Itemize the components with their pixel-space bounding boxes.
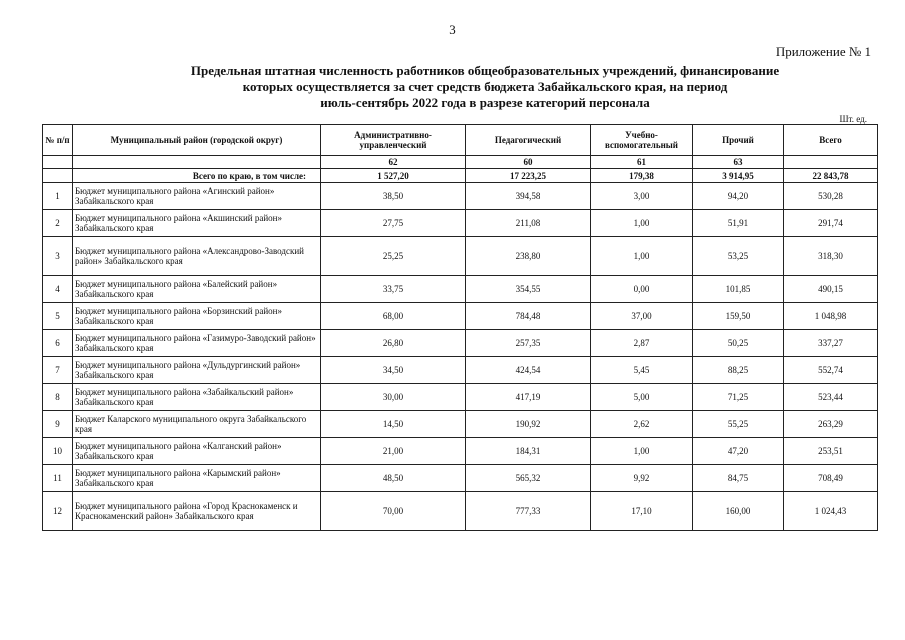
row-admin-value: 26,80 bbox=[321, 330, 466, 357]
row-pedagogical-value: 424,54 bbox=[466, 357, 591, 384]
row-index: 2 bbox=[43, 210, 73, 237]
row-other-value: 94,20 bbox=[693, 183, 784, 210]
header-auxiliary: Учебно-вспомогательный bbox=[591, 125, 693, 156]
row-total-value: 523,44 bbox=[784, 384, 878, 411]
row-pedagogical-value: 257,35 bbox=[466, 330, 591, 357]
row-index: 9 bbox=[43, 411, 73, 438]
header-district: Муниципальный район (городской округ) bbox=[73, 125, 321, 156]
row-other-value: 101,85 bbox=[693, 276, 784, 303]
table-header-row bbox=[43, 125, 878, 156]
table-row bbox=[43, 237, 878, 276]
row-district-name: Бюджет муниципального района «Дульдургинский район» Забайкальского края bbox=[73, 357, 321, 384]
row-auxiliary-value: 2,87 bbox=[591, 330, 693, 357]
row-district-name: Бюджет муниципального района «Агинский район» Забайкальского края bbox=[73, 183, 321, 210]
row-total-value: 253,51 bbox=[784, 438, 878, 465]
row-index: 12 bbox=[43, 492, 73, 531]
row-other-value: 71,25 bbox=[693, 384, 784, 411]
table-row bbox=[43, 438, 878, 465]
row-pedagogical-value: 354,55 bbox=[466, 276, 591, 303]
row-total-value: 263,29 bbox=[784, 411, 878, 438]
row-auxiliary-value: 3,00 bbox=[591, 183, 693, 210]
header-other: Прочий bbox=[693, 125, 784, 156]
row-total-value: 291,74 bbox=[784, 210, 878, 237]
header-index: № п/п bbox=[43, 125, 73, 156]
row-total-value: 337,27 bbox=[784, 330, 878, 357]
table-row bbox=[43, 183, 878, 210]
row-other-value: 51,91 bbox=[693, 210, 784, 237]
row-auxiliary-value: 1,00 bbox=[591, 438, 693, 465]
row-admin-value: 21,00 bbox=[321, 438, 466, 465]
units-label: Шт. ед. bbox=[839, 114, 867, 124]
appendix-label: Приложение № 1 bbox=[775, 44, 871, 59]
code-admin: 62 bbox=[321, 156, 466, 169]
row-district-name: Бюджет муниципального района «Карымский район» Забайкальского края bbox=[73, 465, 321, 492]
header-pedagogical: Педагогический bbox=[466, 125, 591, 156]
row-pedagogical-value: 238,80 bbox=[466, 237, 591, 276]
row-auxiliary-value: 5,45 bbox=[591, 357, 693, 384]
row-index: 7 bbox=[43, 357, 73, 384]
row-auxiliary-value: 1,00 bbox=[591, 210, 693, 237]
total-sum: 22 843,78 bbox=[784, 169, 878, 183]
row-index: 10 bbox=[43, 438, 73, 465]
row-admin-value: 27,75 bbox=[321, 210, 466, 237]
row-district-name: Бюджет муниципального района «Газимуро-Заводский район» Забайкальского края bbox=[73, 330, 321, 357]
category-codes-row bbox=[43, 156, 878, 169]
total-label: Всего по краю, в том числе: bbox=[73, 169, 321, 183]
row-other-value: 47,20 bbox=[693, 438, 784, 465]
row-auxiliary-value: 5,00 bbox=[591, 384, 693, 411]
row-total-value: 318,30 bbox=[784, 237, 878, 276]
total-row bbox=[43, 169, 878, 183]
row-pedagogical-value: 777,33 bbox=[466, 492, 591, 531]
row-district-name: Бюджет Каларского муниципального округа Забайкальского края bbox=[73, 411, 321, 438]
row-admin-value: 68,00 bbox=[321, 303, 466, 330]
table-row bbox=[43, 330, 878, 357]
row-district-name: Бюджет муниципального района «Акшинский район» Забайкальского края bbox=[73, 210, 321, 237]
row-auxiliary-value: 9,92 bbox=[591, 465, 693, 492]
row-admin-value: 30,00 bbox=[321, 384, 466, 411]
row-total-value: 552,74 bbox=[784, 357, 878, 384]
row-other-value: 160,00 bbox=[693, 492, 784, 531]
title-line: Предельная штатная численность работников общеобразовательных учреждений, финансирование bbox=[190, 63, 780, 78]
title-line: июль-сентябрь 2022 года в разрезе категорий персонала bbox=[320, 95, 650, 110]
document-title bbox=[120, 63, 850, 111]
total-admin: 1 527,20 bbox=[321, 169, 466, 183]
row-index: 6 bbox=[43, 330, 73, 357]
row-other-value: 84,75 bbox=[693, 465, 784, 492]
code-cell bbox=[784, 156, 878, 169]
row-admin-value: 70,00 bbox=[321, 492, 466, 531]
row-total-value: 708,49 bbox=[784, 465, 878, 492]
table-row bbox=[43, 465, 878, 492]
title-line: которых осуществляется за счет средств бюджета Забайкальского края, на период bbox=[242, 79, 728, 94]
row-auxiliary-value: 2,62 bbox=[591, 411, 693, 438]
row-auxiliary-value: 17,10 bbox=[591, 492, 693, 531]
row-other-value: 55,25 bbox=[693, 411, 784, 438]
table-row bbox=[43, 384, 878, 411]
row-index: 1 bbox=[43, 183, 73, 210]
total-auxiliary: 179,38 bbox=[591, 169, 693, 183]
row-other-value: 88,25 bbox=[693, 357, 784, 384]
row-pedagogical-value: 394,58 bbox=[466, 183, 591, 210]
row-index: 11 bbox=[43, 465, 73, 492]
row-district-name: Бюджет муниципального района «Калганский район» Забайкальского края bbox=[73, 438, 321, 465]
table-row bbox=[43, 276, 878, 303]
row-total-value: 530,28 bbox=[784, 183, 878, 210]
code-auxiliary: 61 bbox=[591, 156, 693, 169]
row-admin-value: 25,25 bbox=[321, 237, 466, 276]
code-other: 63 bbox=[693, 156, 784, 169]
table-row bbox=[43, 357, 878, 384]
row-district-name: Бюджет муниципального района «Александрово-Заводский район» Забайкальского края bbox=[73, 237, 321, 276]
staffing-table bbox=[42, 124, 878, 531]
code-pedagogical: 60 bbox=[466, 156, 591, 169]
row-admin-value: 34,50 bbox=[321, 357, 466, 384]
row-total-value: 490,15 bbox=[784, 276, 878, 303]
row-admin-value: 48,50 bbox=[321, 465, 466, 492]
row-total-value: 1 024,43 bbox=[784, 492, 878, 531]
row-total-value: 1 048,98 bbox=[784, 303, 878, 330]
row-admin-value: 38,50 bbox=[321, 183, 466, 210]
row-other-value: 50,25 bbox=[693, 330, 784, 357]
row-pedagogical-value: 211,08 bbox=[466, 210, 591, 237]
table-row bbox=[43, 210, 878, 237]
row-district-name: Бюджет муниципального района «Борзинский район» Забайкальского края bbox=[73, 303, 321, 330]
row-other-value: 159,50 bbox=[693, 303, 784, 330]
total-pedagogical: 17 223,25 bbox=[466, 169, 591, 183]
header-admin: Административно-управленческий bbox=[321, 125, 466, 156]
row-district-name: Бюджет муниципального района «Балейский район» Забайкальского края bbox=[73, 276, 321, 303]
table-row bbox=[43, 492, 878, 531]
row-admin-value: 33,75 bbox=[321, 276, 466, 303]
table-row bbox=[43, 411, 878, 438]
page-number: 3 bbox=[449, 22, 456, 37]
header-total: Всего bbox=[784, 125, 878, 156]
row-auxiliary-value: 0,00 bbox=[591, 276, 693, 303]
row-pedagogical-value: 784,48 bbox=[466, 303, 591, 330]
total-other: 3 914,95 bbox=[693, 169, 784, 183]
total-index-cell bbox=[43, 169, 73, 183]
row-admin-value: 14,50 bbox=[321, 411, 466, 438]
row-pedagogical-value: 565,32 bbox=[466, 465, 591, 492]
code-cell bbox=[43, 156, 73, 169]
row-auxiliary-value: 37,00 bbox=[591, 303, 693, 330]
row-pedagogical-value: 190,92 bbox=[466, 411, 591, 438]
row-district-name: Бюджет муниципального района «Город Краснокаменск и Краснокаменский район» Забайкальского края bbox=[73, 492, 321, 531]
row-pedagogical-value: 417,19 bbox=[466, 384, 591, 411]
row-pedagogical-value: 184,31 bbox=[466, 438, 591, 465]
row-index: 4 bbox=[43, 276, 73, 303]
table-row bbox=[43, 303, 878, 330]
code-cell bbox=[73, 156, 321, 169]
row-index: 5 bbox=[43, 303, 73, 330]
row-district-name: Бюджет муниципального района «Забайкальский район» Забайкальского края bbox=[73, 384, 321, 411]
row-index: 8 bbox=[43, 384, 73, 411]
row-auxiliary-value: 1,00 bbox=[591, 237, 693, 276]
row-index: 3 bbox=[43, 237, 73, 276]
row-other-value: 53,25 bbox=[693, 237, 784, 276]
